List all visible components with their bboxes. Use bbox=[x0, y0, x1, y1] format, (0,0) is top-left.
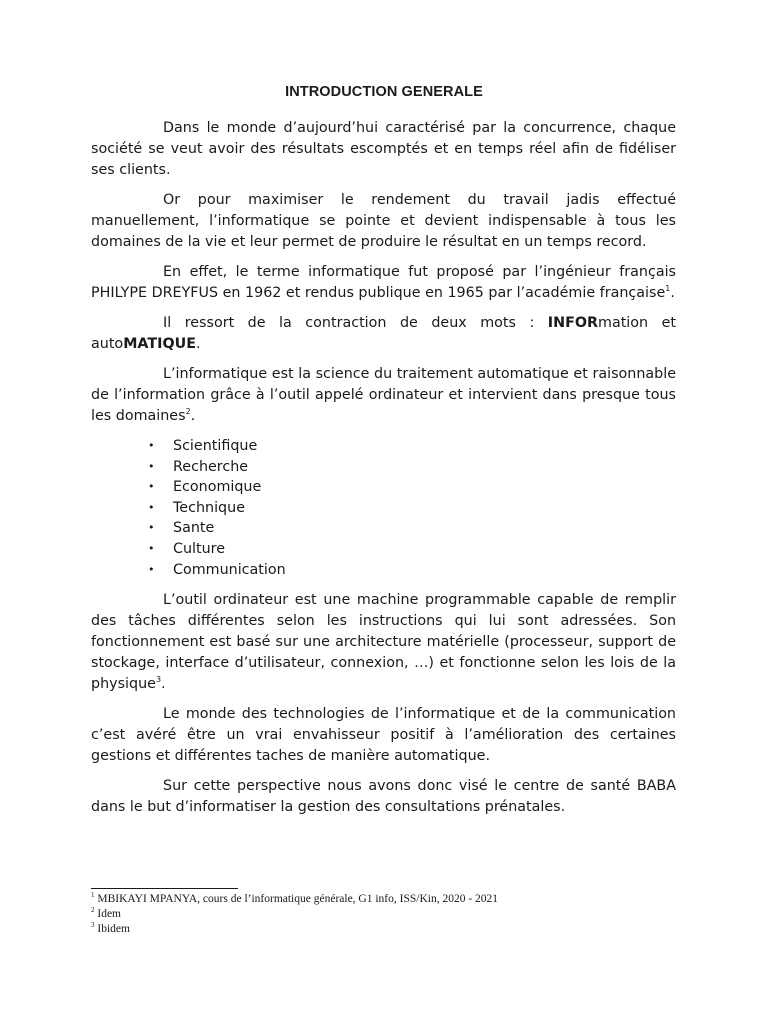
footnote-1 bbox=[91, 892, 691, 907]
paragraph-5 bbox=[91, 364, 676, 427]
footnote-ref-3: 3 bbox=[155, 675, 162, 685]
list-item-label: Technique bbox=[173, 499, 245, 516]
list-item-label: Sante bbox=[173, 520, 215, 537]
list-item bbox=[148, 518, 676, 539]
list-item bbox=[148, 498, 676, 519]
footnote-ref-2: 2 bbox=[185, 407, 191, 417]
paragraph-4-before: Il ressort de la contraction de deux mots : bbox=[163, 315, 548, 331]
footnote-number: 3 bbox=[91, 921, 95, 930]
list-item bbox=[148, 560, 676, 581]
bullet-icon: • bbox=[148, 521, 155, 535]
list-item bbox=[148, 436, 676, 457]
footnote-text: MBIKAYI MPANYA, cours de l’informatique générale, G1 info, ISS/Kin, 2020 - 2021 bbox=[94, 893, 499, 905]
bold-matique: MATIQUE bbox=[123, 336, 196, 352]
bullet-icon: • bbox=[148, 439, 155, 452]
bullet-icon: • bbox=[148, 480, 155, 494]
list-item-label: Culture bbox=[173, 540, 226, 557]
list-item-label: Communication bbox=[173, 561, 286, 578]
paragraph-5-end: . bbox=[190, 408, 196, 424]
paragraph-3-text: En effet, le terme informatique fut proposé par l’ingénieur français PHILYPE DREYFUS en 1962 et rendus publique en 1965 par l’académie française bbox=[91, 264, 676, 301]
footnote-ref-1: 1 bbox=[665, 284, 671, 294]
list-item-label: Economique bbox=[173, 479, 262, 496]
page-title: INTRODUCTION GENERALE bbox=[285, 84, 483, 100]
paragraph-6-end: . bbox=[161, 676, 166, 693]
paragraph-6-text: L’outil ordinateur est une machine programmable capable de remplir des tâches différentes selon les instructions qui lui sont adressées. Son fonctionnement est basé sur une architecture matérielle (processeur, support de stockage, interface d’utilisateur, connexion, …) et fonctionne selon les lois de la physique bbox=[91, 592, 676, 693]
list-item bbox=[148, 457, 676, 478]
paragraph-3-end: . bbox=[670, 285, 675, 301]
list-item-label: Recherche bbox=[173, 458, 249, 475]
bullet-icon: • bbox=[148, 541, 155, 555]
paragraph-5-text: L’informatique est la science du traitement automatique et raisonnable de l’information grâce à l’outil appelé ordinateur et intervient dans presque tous les domaines bbox=[91, 366, 676, 424]
paragraph-1: Dans le monde d’aujourd’hui caractérisé par la concurrence, chaque société se veut avoir des résultats escomptés et en temps réel afin de fidéliser ses clients. bbox=[91, 120, 676, 178]
bullet-icon: • bbox=[148, 459, 155, 473]
domain-list bbox=[91, 436, 676, 580]
list-item bbox=[148, 477, 676, 498]
footnote-text: Ibidem bbox=[94, 923, 130, 935]
paragraph-4-mid: mation et auto bbox=[91, 315, 676, 352]
list-item-label: Scientifique bbox=[173, 438, 258, 454]
paragraph-3 bbox=[91, 262, 676, 304]
footnote-separator bbox=[91, 888, 238, 889]
paragraph-6 bbox=[91, 590, 676, 695]
footnote-text: Idem bbox=[94, 908, 122, 920]
footnote-number: 2 bbox=[91, 906, 95, 915]
list-item bbox=[148, 539, 676, 560]
footnote-3 bbox=[91, 922, 691, 937]
paragraph-7: Le monde des technologies de l’informatique et de la communication c’est avéré être un vrai envahisseur positif à l’amélioration des certaines gestions et différentes taches de manière automatique. bbox=[91, 706, 676, 765]
bullet-icon: • bbox=[148, 562, 155, 576]
paragraph-4 bbox=[91, 313, 676, 355]
paragraph-4-end: . bbox=[195, 336, 201, 352]
body-text bbox=[91, 118, 676, 827]
paragraph-8: Sur cette perspective nous avons donc visé le centre de santé BABA dans le but d’informatiser la gestion des consultations prénatales. bbox=[91, 778, 676, 816]
footnote-number: 1 bbox=[91, 891, 95, 900]
bold-infor: INFOR bbox=[547, 315, 599, 331]
footnotes bbox=[91, 892, 691, 937]
footnote-2 bbox=[91, 907, 691, 922]
bullet-icon: • bbox=[148, 500, 155, 514]
paragraph-2: Or pour maximiser le rendement du travail jadis effectué manuellement, l’informatique se pointe et devient indispensable à tous les domaines de la vie et leur permet de produire le résultat en un temps record. bbox=[91, 192, 676, 250]
